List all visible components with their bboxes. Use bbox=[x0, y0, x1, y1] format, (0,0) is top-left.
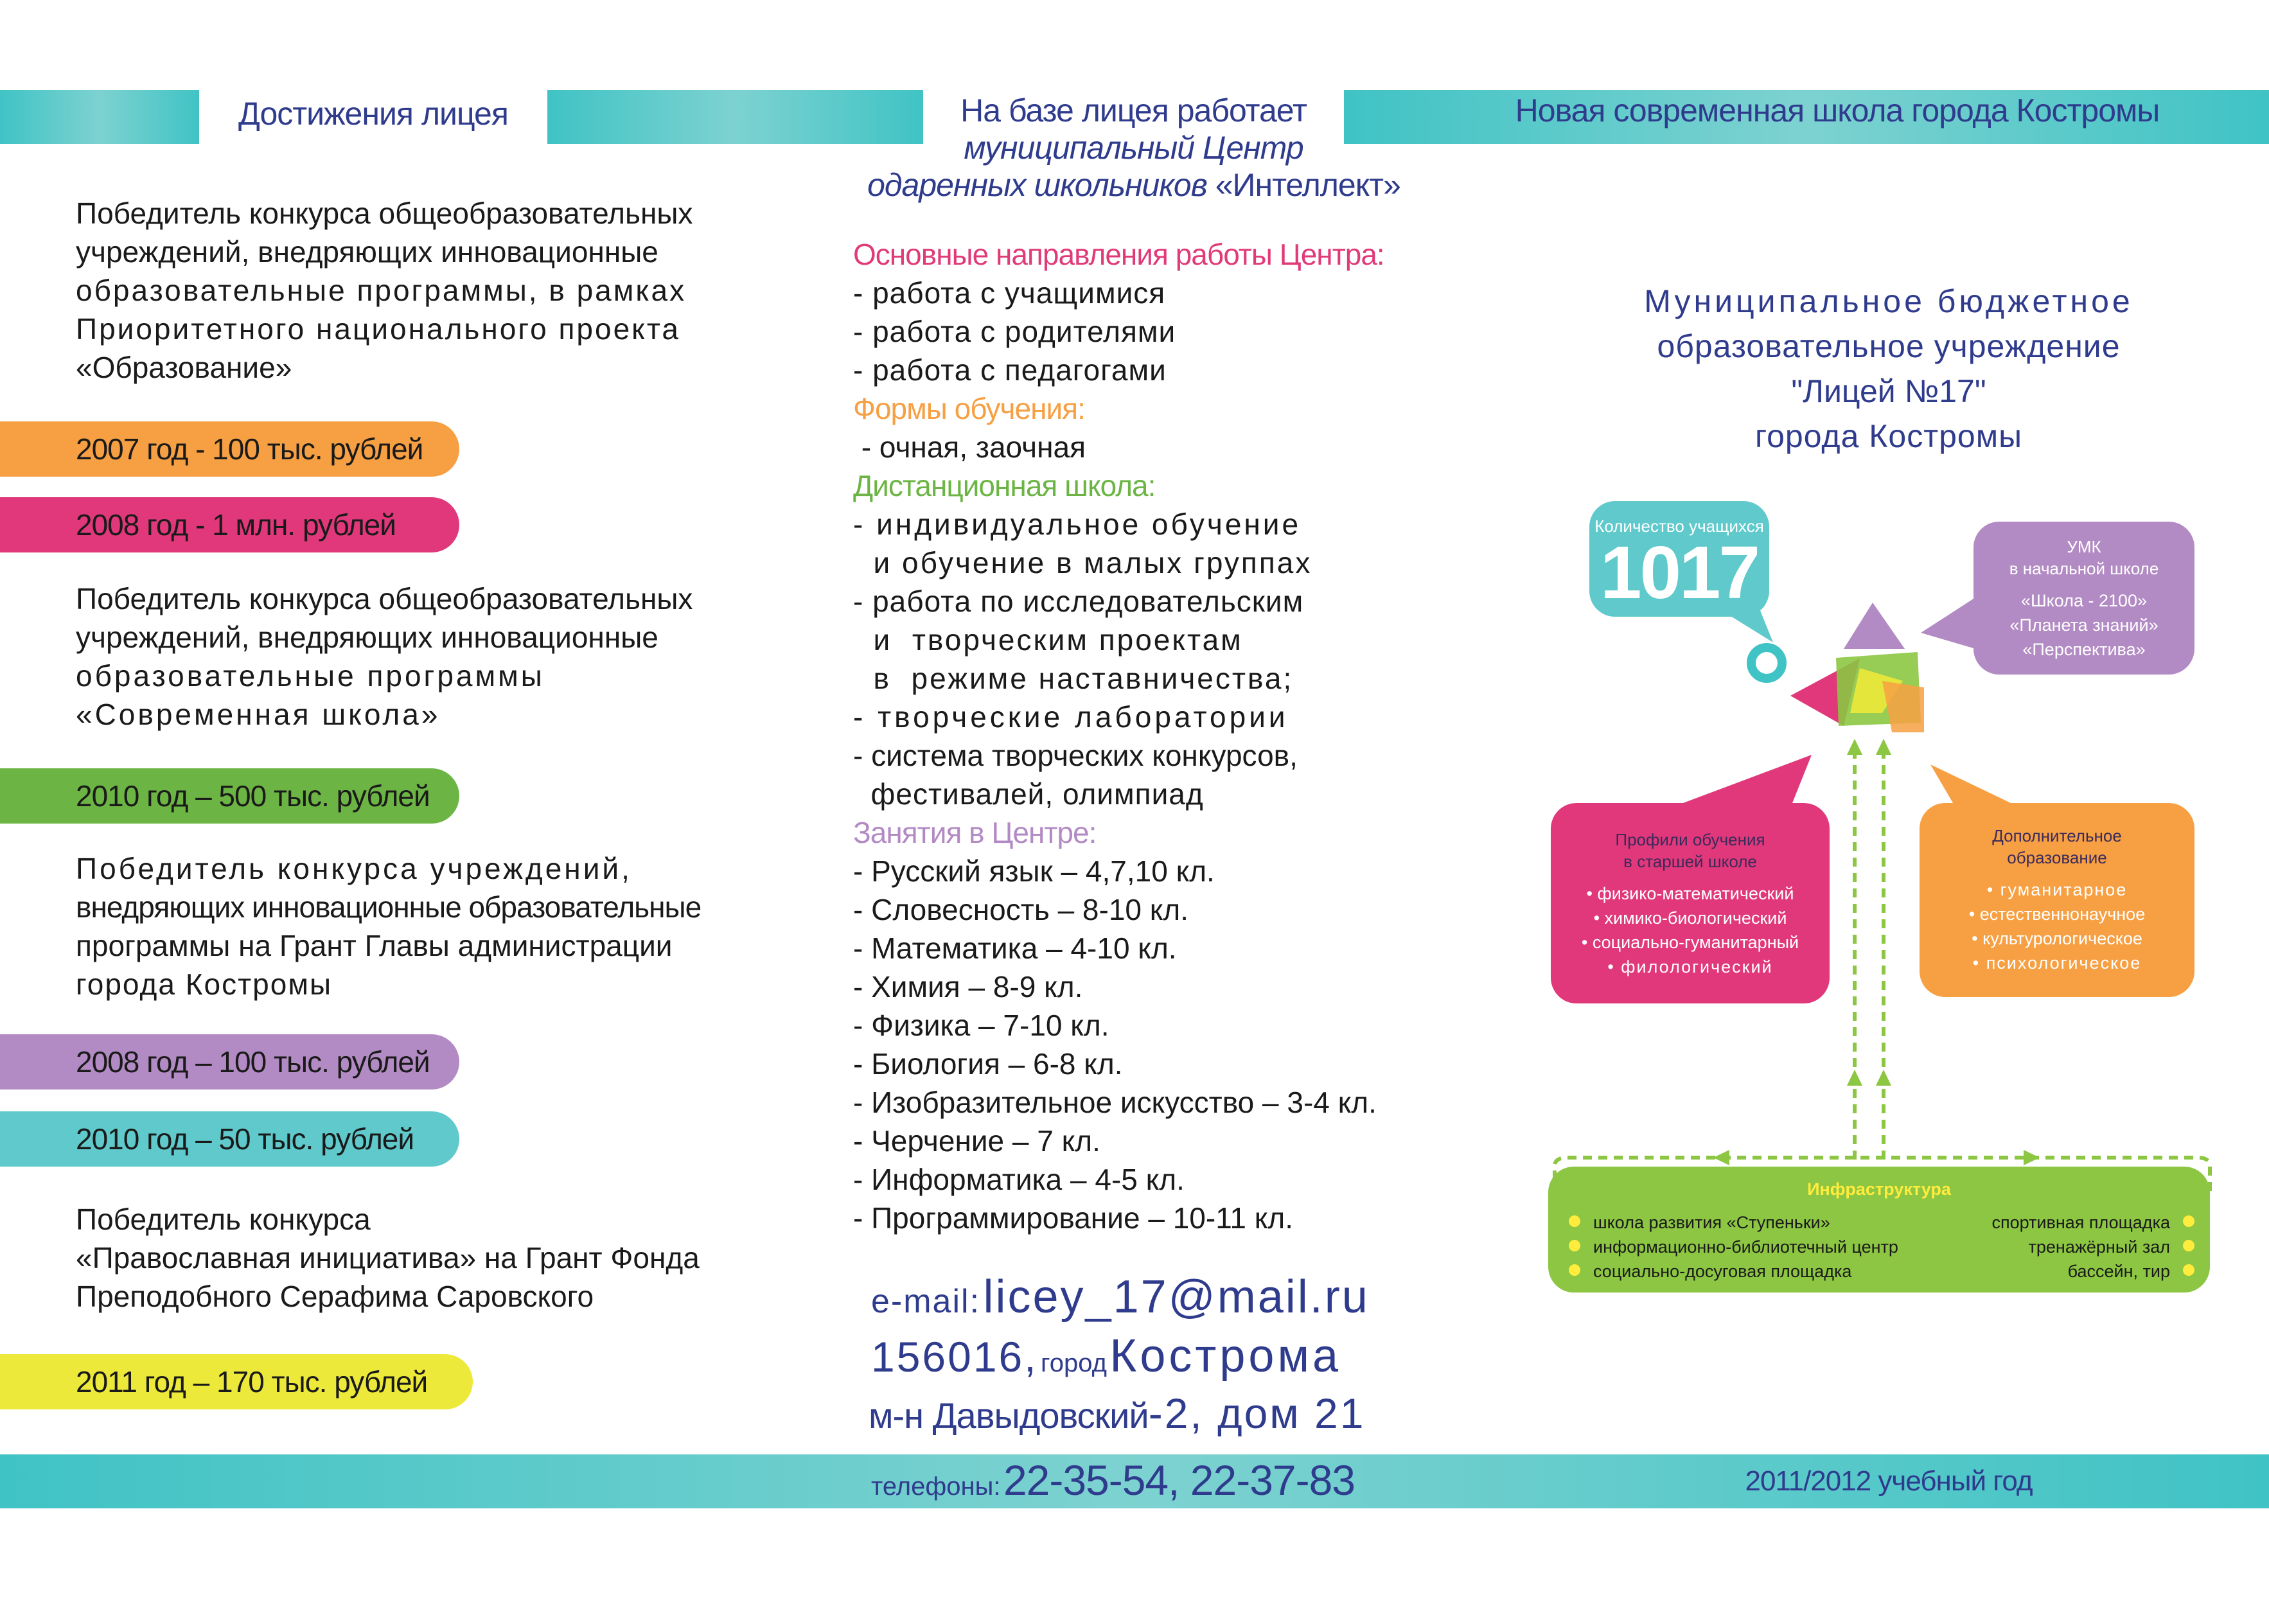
list-item: - Русский язык – 4,7,10 кл. bbox=[853, 854, 1215, 888]
extra-education-bubble bbox=[1920, 803, 2194, 997]
achievements-heading: Достижения лицея bbox=[238, 96, 508, 132]
directions-heading: Основные направления работы Центра: bbox=[853, 238, 1384, 271]
center-heading-name: «Интеллект» bbox=[1215, 167, 1400, 203]
ring-icon bbox=[1751, 648, 1782, 678]
arrow-head-up-right-top bbox=[1876, 739, 1891, 755]
list-item: - Словесность – 8-10 кл. bbox=[853, 893, 1189, 926]
text-line: «Современная школа» bbox=[76, 698, 441, 731]
extra-item: • гуманитарное bbox=[1986, 880, 2128, 899]
bullet-dot bbox=[1569, 1240, 1580, 1251]
text-line: учреждений, внедряющих инновационные bbox=[76, 621, 658, 654]
list-item: - индивидуальное обучение bbox=[853, 508, 1302, 541]
umk-bubble-tail bbox=[1921, 597, 1975, 649]
city-label: город bbox=[1041, 1349, 1107, 1377]
umk-title: УМК bbox=[2067, 537, 2101, 556]
text-line: «Образование» bbox=[76, 351, 292, 384]
extra-item: • культурологическое bbox=[1972, 929, 2142, 948]
infra-left-item: социально-досуговая площадка bbox=[1593, 1262, 1852, 1281]
award-pill: 2007 год - 100 тыс. рублей bbox=[0, 421, 459, 477]
logo-purple-triangle bbox=[1844, 603, 1905, 649]
center-heading-italic: одаренных школьников bbox=[867, 167, 1207, 203]
arrow-head-up-left-mid bbox=[1847, 1070, 1862, 1086]
award-pill: 2010 год – 50 тыс. рублей bbox=[0, 1111, 459, 1167]
city-name: Кострома bbox=[1109, 1330, 1341, 1382]
infra-right-item: спортивная площадка bbox=[1991, 1213, 2170, 1232]
address-part2: -2, дом 21 bbox=[1148, 1390, 1366, 1437]
profile-item: • физико-математический bbox=[1586, 884, 1794, 903]
list-item: - Биология – 6-8 кл. bbox=[853, 1047, 1123, 1081]
arrow-head-up-right-mid bbox=[1876, 1070, 1891, 1086]
text-line: Победитель конкурса общеобразовательных bbox=[76, 582, 693, 615]
list-item: - система творческих конкурсов, bbox=[853, 739, 1298, 772]
list-item: - Черчение – 7 кл. bbox=[853, 1124, 1100, 1158]
phones-value: 22-35-54, 22-37-83 bbox=[1003, 1456, 1355, 1504]
extra-item: • психологическое bbox=[1972, 953, 2142, 973]
text-line: Приоритетного национального проекта bbox=[76, 312, 680, 346]
list-item: в режиме наставничества; bbox=[853, 662, 1294, 695]
forms-heading: Формы обучения: bbox=[853, 392, 1085, 425]
text-line: Победитель конкурса bbox=[76, 1203, 371, 1236]
text-line: программы на Грант Главы администрации bbox=[76, 929, 673, 962]
profiles-title: Профили обучения bbox=[1615, 830, 1765, 849]
list-item: - Изобразительное искусство – 3-4 кл. bbox=[853, 1086, 1377, 1119]
text-line: Победитель конкурса общеобразовательных bbox=[76, 197, 693, 230]
school-slogan: Новая современная школа города Костромы bbox=[1515, 93, 2160, 128]
students-label: Количество учащихся bbox=[1594, 516, 1764, 536]
arrow-head-up-left-top bbox=[1847, 739, 1862, 755]
school-name-line: Муниципальное бюджетное bbox=[1644, 283, 2133, 319]
umk-bubble bbox=[1973, 522, 2194, 675]
text-line: «Православная инициатива» на Грант Фонда bbox=[76, 1241, 700, 1275]
list-item: - работа с родителями bbox=[853, 315, 1176, 348]
award-pill: 2008 год - 1 млн. рублей bbox=[0, 497, 459, 552]
list-item: фестивалей, олимпиад bbox=[853, 777, 1204, 811]
list-item: - Химия – 8-9 кл. bbox=[853, 970, 1083, 1003]
award-pill: 2010 год – 500 тыс. рублей bbox=[0, 768, 459, 824]
text-line: Победитель конкурса учреждений, bbox=[76, 852, 632, 885]
infrastructure-title: Инфраструктура bbox=[1807, 1179, 1951, 1199]
text-line: учреждений, внедряющих инновационные bbox=[76, 235, 658, 269]
list-item: и обучение в малых группах bbox=[853, 546, 1312, 579]
list-item: - Программирование – 10-11 кл. bbox=[853, 1201, 1293, 1235]
umk-item: «Перспектива» bbox=[2022, 640, 2146, 659]
list-item: - творческие лаборатории bbox=[853, 700, 1289, 734]
list-item: - работа по исследовательским bbox=[853, 585, 1304, 618]
infra-right-item: бассейн, тир bbox=[2067, 1262, 2170, 1281]
profiles-bubble-tail bbox=[1683, 755, 1812, 803]
school-name-line: города Костромы bbox=[1754, 418, 2023, 454]
infra-right-item: тренажёрный зал bbox=[2028, 1237, 2170, 1257]
extra-item: • естественнонаучное bbox=[1968, 905, 2146, 924]
arrow-head-left bbox=[1713, 1150, 1729, 1165]
text-line: города Костромы bbox=[76, 967, 333, 1001]
profile-item: • химико-биологический bbox=[1593, 908, 1787, 928]
bullet-dot bbox=[1569, 1215, 1580, 1227]
address-part1: м-н Давыдовский bbox=[869, 1395, 1149, 1436]
distance-heading: Дистанционная школа: bbox=[853, 469, 1156, 502]
award-pill: 2011 год – 170 тыс. рублей bbox=[0, 1354, 473, 1409]
center-heading-line2: муниципальный Центр bbox=[964, 130, 1303, 166]
text-line: образовательные программы, в рамках bbox=[76, 274, 687, 307]
list-item: - Информатика – 4-5 кл. bbox=[853, 1163, 1185, 1196]
logo-orange-shape bbox=[1882, 681, 1924, 732]
infra-left-item: информационно-библиотечный центр bbox=[1593, 1237, 1898, 1257]
text-line: внедряющих инновационные образовательные bbox=[76, 890, 702, 924]
classes-heading: Занятия в Центре: bbox=[853, 816, 1097, 849]
bullet-dot bbox=[2183, 1215, 2194, 1227]
list-item: и творческим проектам bbox=[853, 623, 1243, 657]
umk-title: в начальной школе bbox=[2009, 559, 2159, 578]
extra-title: образование bbox=[2007, 848, 2107, 867]
arrow-head-right bbox=[2024, 1150, 2040, 1165]
zip-code: 156016, bbox=[871, 1333, 1038, 1381]
list-item: - очная, заочная bbox=[853, 430, 1086, 464]
bullet-dot bbox=[2183, 1240, 2194, 1251]
award-pill: 2008 год – 100 тыс. рублей bbox=[0, 1034, 459, 1090]
list-item: - Физика – 7-10 кл. bbox=[853, 1009, 1109, 1042]
list-item: - Математика – 4-10 кл. bbox=[853, 931, 1177, 965]
list-item: - работа с педагогами bbox=[853, 353, 1167, 387]
extra-bubble-tail bbox=[1930, 764, 2011, 803]
profiles-bubble bbox=[1551, 803, 1830, 1003]
bullet-dot bbox=[2183, 1264, 2194, 1276]
email-label: e-mail: bbox=[871, 1283, 981, 1320]
profiles-title: в старшей школе bbox=[1623, 852, 1757, 871]
school-name-line: образовательное учреждение bbox=[1657, 328, 2121, 364]
phones-label: телефоны: bbox=[871, 1472, 1001, 1501]
profile-item: • филологический bbox=[1607, 957, 1773, 976]
academic-year: 2011/2012 учебный год bbox=[1745, 1465, 2033, 1497]
infrastructure-box bbox=[1548, 1167, 2210, 1293]
text-line: образовательные программы bbox=[76, 659, 545, 693]
center-heading-line1: На базе лицея работает bbox=[960, 93, 1307, 128]
email-link[interactable]: licey_17@mail.ru bbox=[983, 1271, 1370, 1323]
umk-item: «Школа - 2100» bbox=[2020, 591, 2148, 610]
bullet-dot bbox=[1569, 1264, 1580, 1276]
text-line: Преподобного Серафима Саровского bbox=[76, 1280, 594, 1313]
school-name-line: "Лицей №17" bbox=[1791, 373, 1986, 409]
infra-left-item: школа развития «Ступеньки» bbox=[1593, 1213, 1830, 1232]
umk-item: «Планета знаний» bbox=[2009, 615, 2159, 635]
profile-item: • социально-гуманитарный bbox=[1581, 933, 1799, 952]
students-count: 1017 bbox=[1600, 531, 1759, 614]
extra-title: Дополнительное bbox=[1992, 826, 2122, 845]
students-bubble bbox=[1589, 501, 1769, 617]
list-item: - работа с учащимися bbox=[853, 276, 1166, 310]
